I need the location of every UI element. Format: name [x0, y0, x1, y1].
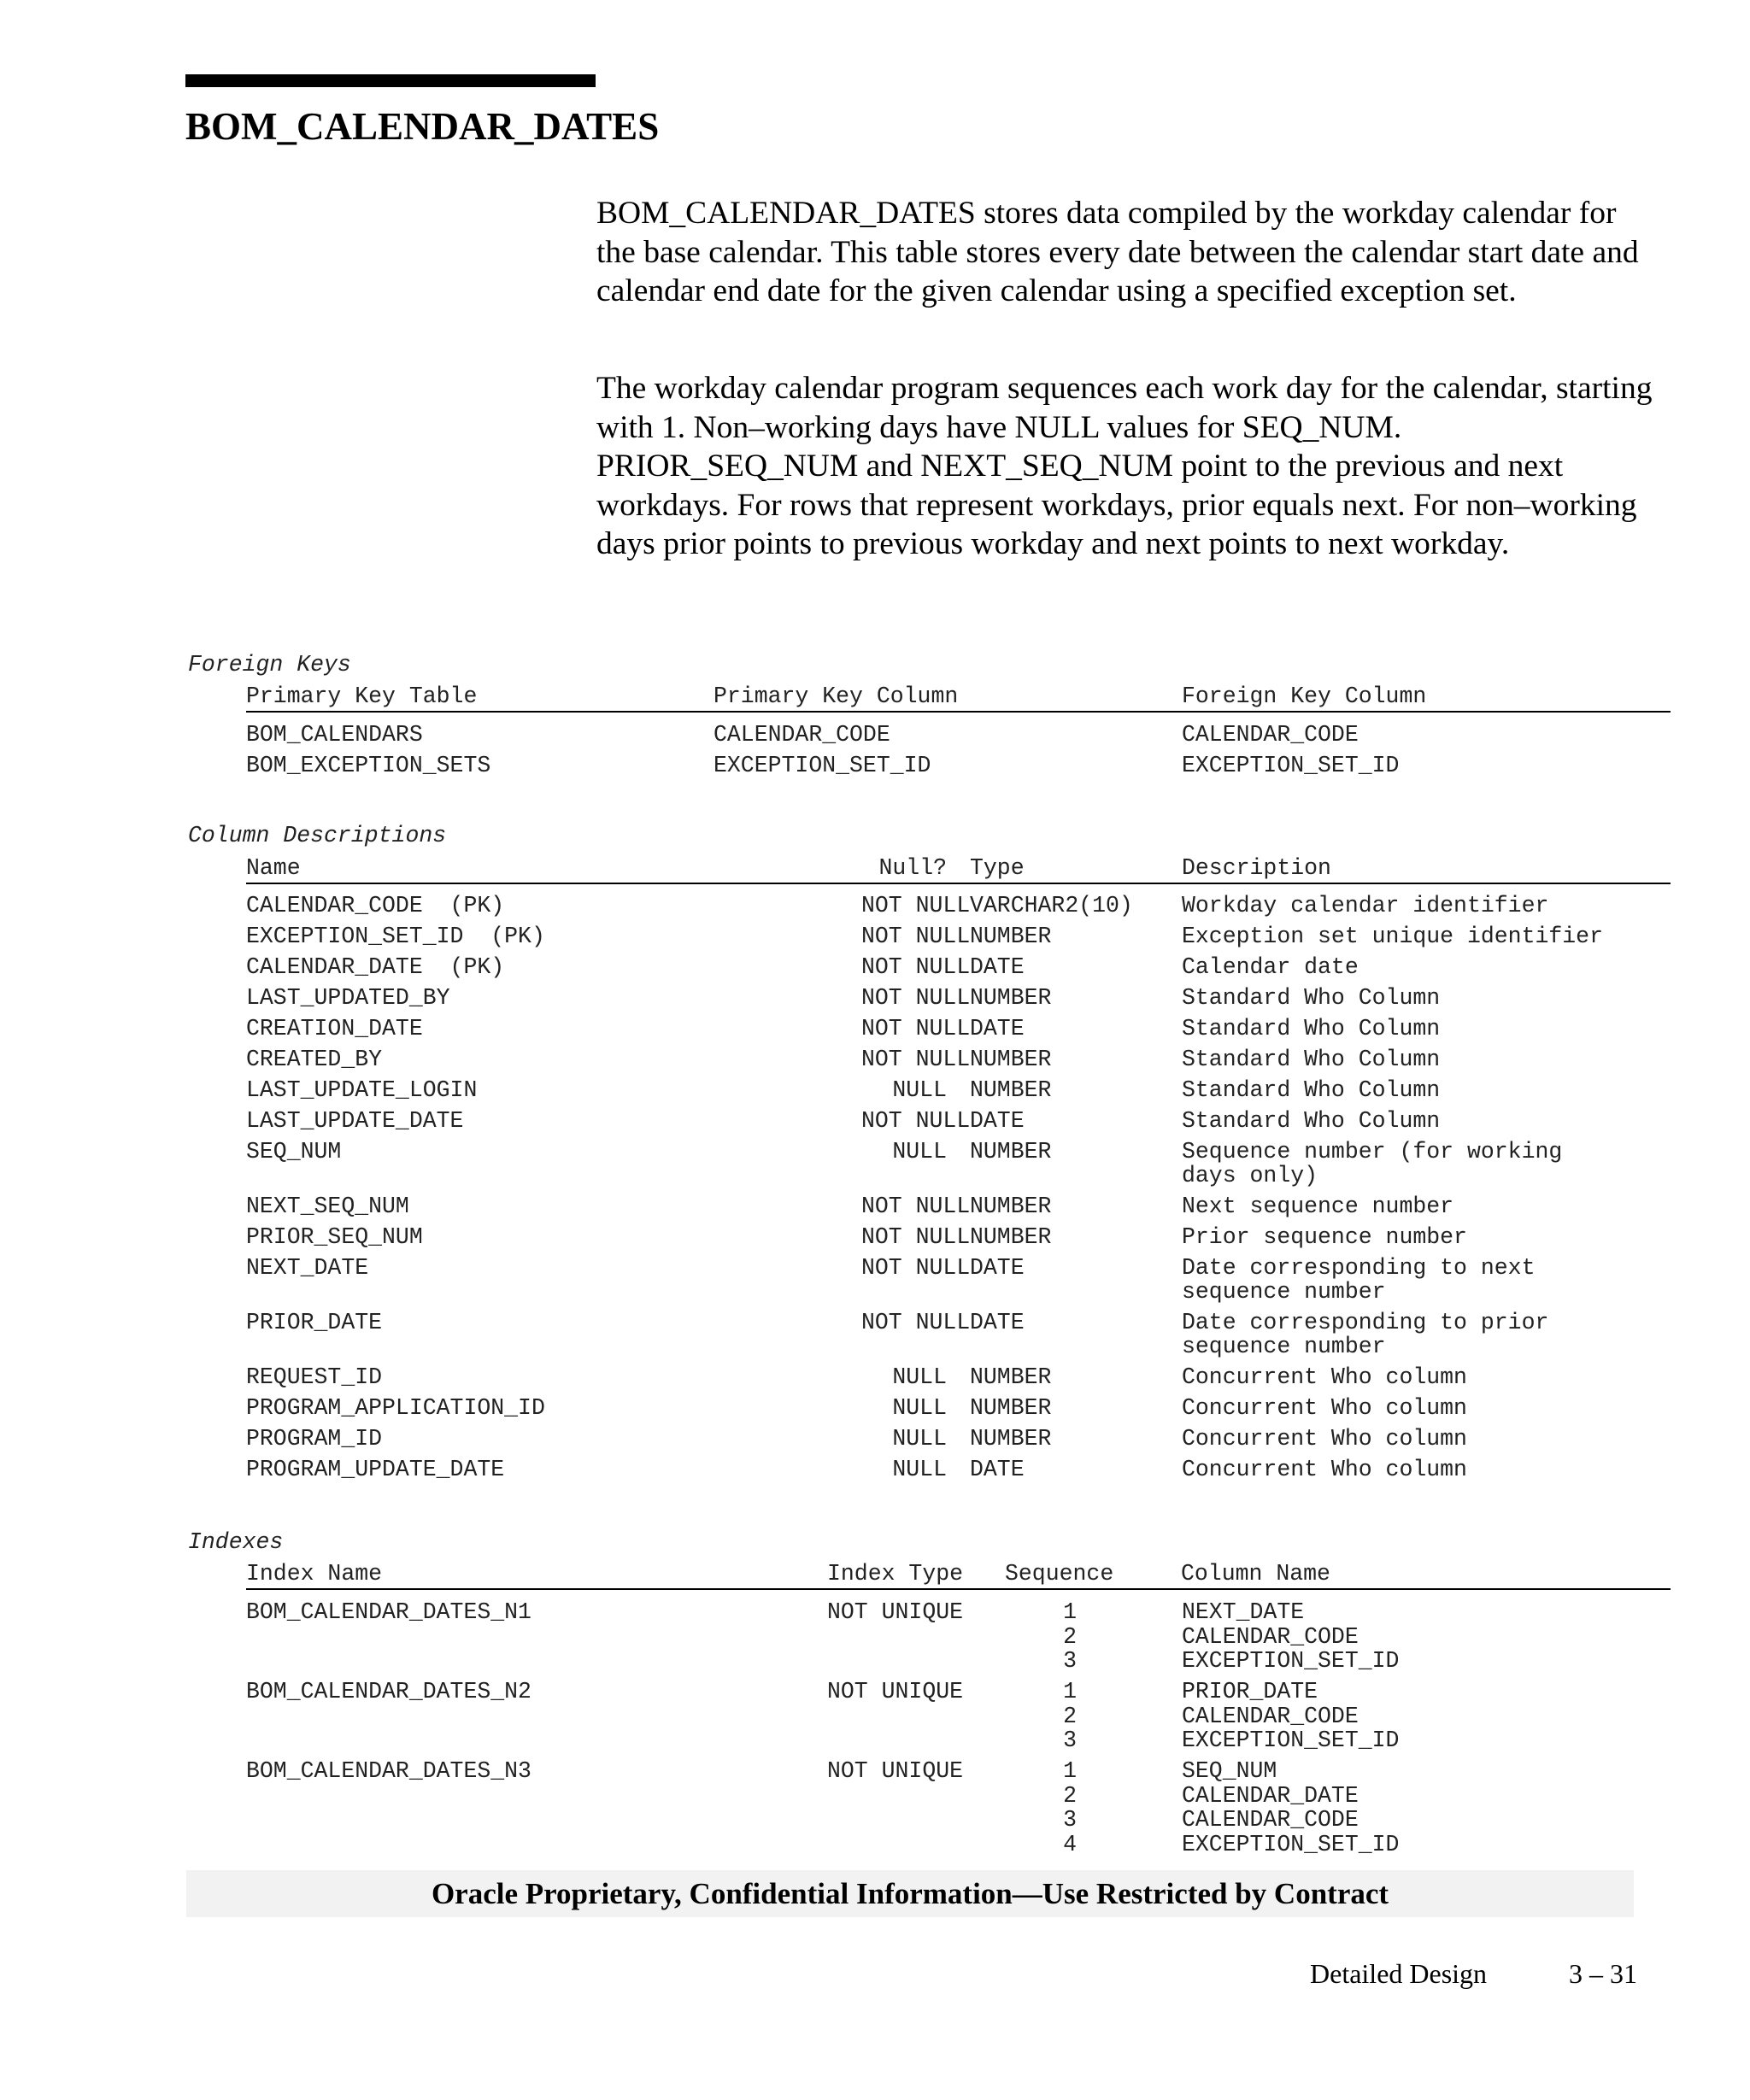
- column-name-cell: PRIOR_DATE: [246, 1310, 383, 1335]
- description-paragraph-1: BOM_CALENDAR_DATES stores data compiled by the workday calendar for the base calendar. This table stores every date between the calendar start date and calendar end date for the given calendar using a specified exception set.: [596, 196, 1639, 308]
- index-row: [246, 1599, 1671, 1674]
- confidentiality-notice: Oracle Proprietary, Confidential Information––Use Restricted by Contract: [431, 1877, 1389, 1910]
- index-type-cell: NOT UNIQUE: [827, 1758, 964, 1784]
- index-column-cell: PRIOR_DATE CALENDAR_CODE EXCEPTION_SET_ID: [1182, 1679, 1400, 1753]
- column-null-cell: NOT NULL: [861, 954, 971, 980]
- column-row: [246, 986, 1671, 1015]
- fk-header-pk-table: Primary Key Table: [246, 683, 478, 709]
- column-null-cell: NOT NULL: [861, 1255, 971, 1281]
- column-type-cell: DATE: [970, 954, 1025, 980]
- indexes-label: Indexes: [188, 1529, 284, 1555]
- column-name-cell: PROGRAM_UPDATE_DATE: [246, 1457, 505, 1482]
- column-null-cell: NULL: [892, 1395, 947, 1421]
- column-description-cell: Calendar date: [1182, 954, 1359, 980]
- column-type-cell: DATE: [970, 1255, 1025, 1281]
- column-type-cell: VARCHAR2(10): [970, 893, 1133, 918]
- column-null-cell: NOT NULL: [861, 924, 971, 949]
- foreign-keys-label: Foreign Keys: [188, 652, 351, 678]
- col-header-description: Description: [1182, 855, 1331, 881]
- fk-cell: CALENDAR_CODE: [714, 722, 890, 748]
- column-row: [246, 924, 1671, 953]
- column-row: [246, 1109, 1671, 1138]
- column-name-cell: CALENDAR_DATE (PK): [246, 954, 505, 980]
- fk-cell: BOM_EXCEPTION_SETS: [246, 753, 491, 778]
- fk-cell: EXCEPTION_SET_ID: [1182, 753, 1400, 778]
- column-description-cell: Concurrent Who column: [1182, 1364, 1467, 1390]
- column-description-cell: Next sequence number: [1182, 1194, 1454, 1219]
- column-row: [246, 1139, 1671, 1188]
- column-type-cell: NUMBER: [970, 1077, 1052, 1103]
- column-description-cell: Standard Who Column: [1182, 1016, 1441, 1041]
- index-type-cell: NOT UNIQUE: [827, 1599, 964, 1625]
- column-name-cell: NEXT_DATE: [246, 1255, 369, 1281]
- fk-cell: BOM_CALENDARS: [246, 722, 423, 748]
- column-description-cell: Date corresponding to next sequence number: [1182, 1255, 1536, 1305]
- column-row: [246, 1396, 1671, 1425]
- col-header-name: Name: [246, 855, 301, 881]
- fk-cell: EXCEPTION_SET_ID: [714, 753, 931, 778]
- fk-row: [246, 722, 1671, 751]
- column-row: [246, 1194, 1671, 1223]
- column-null-cell: NOT NULL: [861, 985, 971, 1011]
- column-row: [246, 955, 1671, 984]
- column-null-cell: NULL: [892, 1426, 947, 1452]
- column-type-cell: DATE: [970, 1108, 1025, 1134]
- column-descriptions-header: [246, 855, 1671, 884]
- index-sequence-cell: 1 2 3: [1063, 1599, 1077, 1674]
- index-name-cell: BOM_CALENDAR_DATES_N1: [246, 1599, 531, 1625]
- column-row: [246, 1310, 1671, 1359]
- column-name-cell: PRIOR_SEQ_NUM: [246, 1224, 423, 1250]
- column-null-cell: NULL: [892, 1139, 947, 1164]
- column-description-cell: Sequence number (for working days only): [1182, 1139, 1563, 1188]
- column-null-cell: NULL: [892, 1364, 947, 1390]
- section-name: Detailed Design: [1310, 1958, 1488, 1989]
- column-null-cell: NULL: [892, 1457, 947, 1482]
- title-rule: [185, 74, 596, 87]
- column-name-cell: CALENDAR_CODE (PK): [246, 893, 505, 918]
- column-description-cell: Standard Who Column: [1182, 1077, 1441, 1103]
- column-row: [246, 1017, 1671, 1046]
- column-description-cell: Workday calendar identifier: [1182, 893, 1549, 918]
- idx-header-name: Index Name: [246, 1561, 383, 1587]
- column-type-cell: NUMBER: [970, 1047, 1052, 1072]
- index-name-cell: BOM_CALENDAR_DATES_N3: [246, 1758, 531, 1784]
- indexes-header: [246, 1561, 1671, 1590]
- column-row: [246, 1078, 1671, 1107]
- description-paragraph-2: The workday calendar program sequences each work day for the calendar, starting with 1. Non–working days have NULL values for SEQ_NUM. PRIOR_SEQ_NUM and NEXT_SEQ_NUM point to the previous and next workdays. For rows that represent workdays, prior equals next. For non–working days prior points to previous workday and next points to next workday.: [596, 371, 1653, 561]
- column-description-cell: Prior sequence number: [1182, 1224, 1467, 1250]
- index-row: [246, 1679, 1671, 1753]
- column-null-cell: NOT NULL: [861, 1016, 971, 1041]
- column-type-cell: NUMBER: [970, 1224, 1052, 1250]
- column-description-cell: Concurrent Who column: [1182, 1426, 1467, 1452]
- col-header-null: Null?: [878, 855, 947, 881]
- column-description-cell: Standard Who Column: [1182, 1108, 1441, 1134]
- column-row: [246, 1255, 1671, 1305]
- column-type-cell: DATE: [970, 1310, 1025, 1335]
- column-row: [246, 1225, 1671, 1254]
- column-name-cell: LAST_UPDATE_LOGIN: [246, 1077, 478, 1103]
- column-null-cell: NULL: [892, 1077, 947, 1103]
- column-description-cell: Exception set unique identifier: [1182, 924, 1603, 949]
- column-descriptions-label: Column Descriptions: [188, 823, 447, 848]
- column-type-cell: NUMBER: [970, 1364, 1052, 1390]
- column-type-cell: NUMBER: [970, 1139, 1052, 1164]
- page-number: 3 – 31: [1569, 1958, 1637, 1989]
- column-description-cell: Date corresponding to prior sequence number: [1182, 1310, 1549, 1359]
- column-description-cell: Concurrent Who column: [1182, 1457, 1467, 1482]
- page-title: BOM_CALENDAR_DATES: [185, 105, 660, 148]
- fk-header-pk-column: Primary Key Column: [714, 683, 959, 709]
- column-description-cell: Concurrent Who column: [1182, 1395, 1467, 1421]
- column-name-cell: LAST_UPDATE_DATE: [246, 1108, 464, 1134]
- column-null-cell: NOT NULL: [861, 1047, 971, 1072]
- column-name-cell: NEXT_SEQ_NUM: [246, 1194, 409, 1219]
- index-row: [246, 1758, 1671, 1857]
- foreign-keys-header: [246, 683, 1671, 713]
- column-row: [246, 1365, 1671, 1394]
- column-type-cell: NUMBER: [970, 924, 1052, 949]
- column-row: [246, 1427, 1671, 1456]
- index-name-cell: BOM_CALENDAR_DATES_N2: [246, 1679, 531, 1704]
- column-name-cell: CREATED_BY: [246, 1047, 383, 1072]
- index-column-cell: SEQ_NUM CALENDAR_DATE CALENDAR_CODE EXCEPTION_SET_ID: [1182, 1758, 1400, 1857]
- column-name-cell: SEQ_NUM: [246, 1139, 342, 1164]
- column-name-cell: LAST_UPDATED_BY: [246, 985, 450, 1011]
- column-null-cell: NOT NULL: [861, 1194, 971, 1219]
- index-sequence-cell: 1 2 3 4: [1063, 1758, 1077, 1857]
- index-type-cell: NOT UNIQUE: [827, 1679, 964, 1704]
- index-sequence-cell: 1 2 3: [1063, 1679, 1077, 1753]
- column-null-cell: NOT NULL: [861, 1108, 971, 1134]
- column-name-cell: PROGRAM_APPLICATION_ID: [246, 1395, 545, 1421]
- column-description-cell: Standard Who Column: [1182, 1047, 1441, 1072]
- column-type-cell: DATE: [970, 1457, 1025, 1482]
- confidentiality-banner: [186, 1870, 1634, 1917]
- column-type-cell: NUMBER: [970, 1426, 1052, 1452]
- index-column-cell: NEXT_DATE CALENDAR_CODE EXCEPTION_SET_ID: [1182, 1599, 1400, 1674]
- column-row: [246, 894, 1671, 923]
- column-name-cell: CREATION_DATE: [246, 1016, 423, 1041]
- idx-header-sequence: Sequence: [1005, 1561, 1114, 1587]
- column-type-cell: DATE: [970, 1016, 1025, 1041]
- column-type-cell: NUMBER: [970, 1194, 1052, 1219]
- column-type-cell: NUMBER: [970, 985, 1052, 1011]
- column-row: [246, 1047, 1671, 1076]
- column-name-cell: EXCEPTION_SET_ID (PK): [246, 924, 545, 949]
- idx-header-column: Column Name: [1181, 1561, 1330, 1587]
- idx-header-type: Index Type: [827, 1561, 964, 1587]
- column-null-cell: NOT NULL: [861, 893, 971, 918]
- column-null-cell: NOT NULL: [861, 1224, 971, 1250]
- fk-header-fk-column: Foreign Key Column: [1182, 683, 1427, 709]
- col-header-type: Type: [970, 855, 1025, 881]
- column-name-cell: PROGRAM_ID: [246, 1426, 383, 1452]
- column-description-cell: Standard Who Column: [1182, 985, 1441, 1011]
- column-row: [246, 1458, 1671, 1487]
- fk-cell: CALENDAR_CODE: [1182, 722, 1359, 748]
- column-type-cell: NUMBER: [970, 1395, 1052, 1421]
- column-name-cell: REQUEST_ID: [246, 1364, 383, 1390]
- column-null-cell: NOT NULL: [861, 1310, 971, 1335]
- fk-row: [246, 753, 1671, 782]
